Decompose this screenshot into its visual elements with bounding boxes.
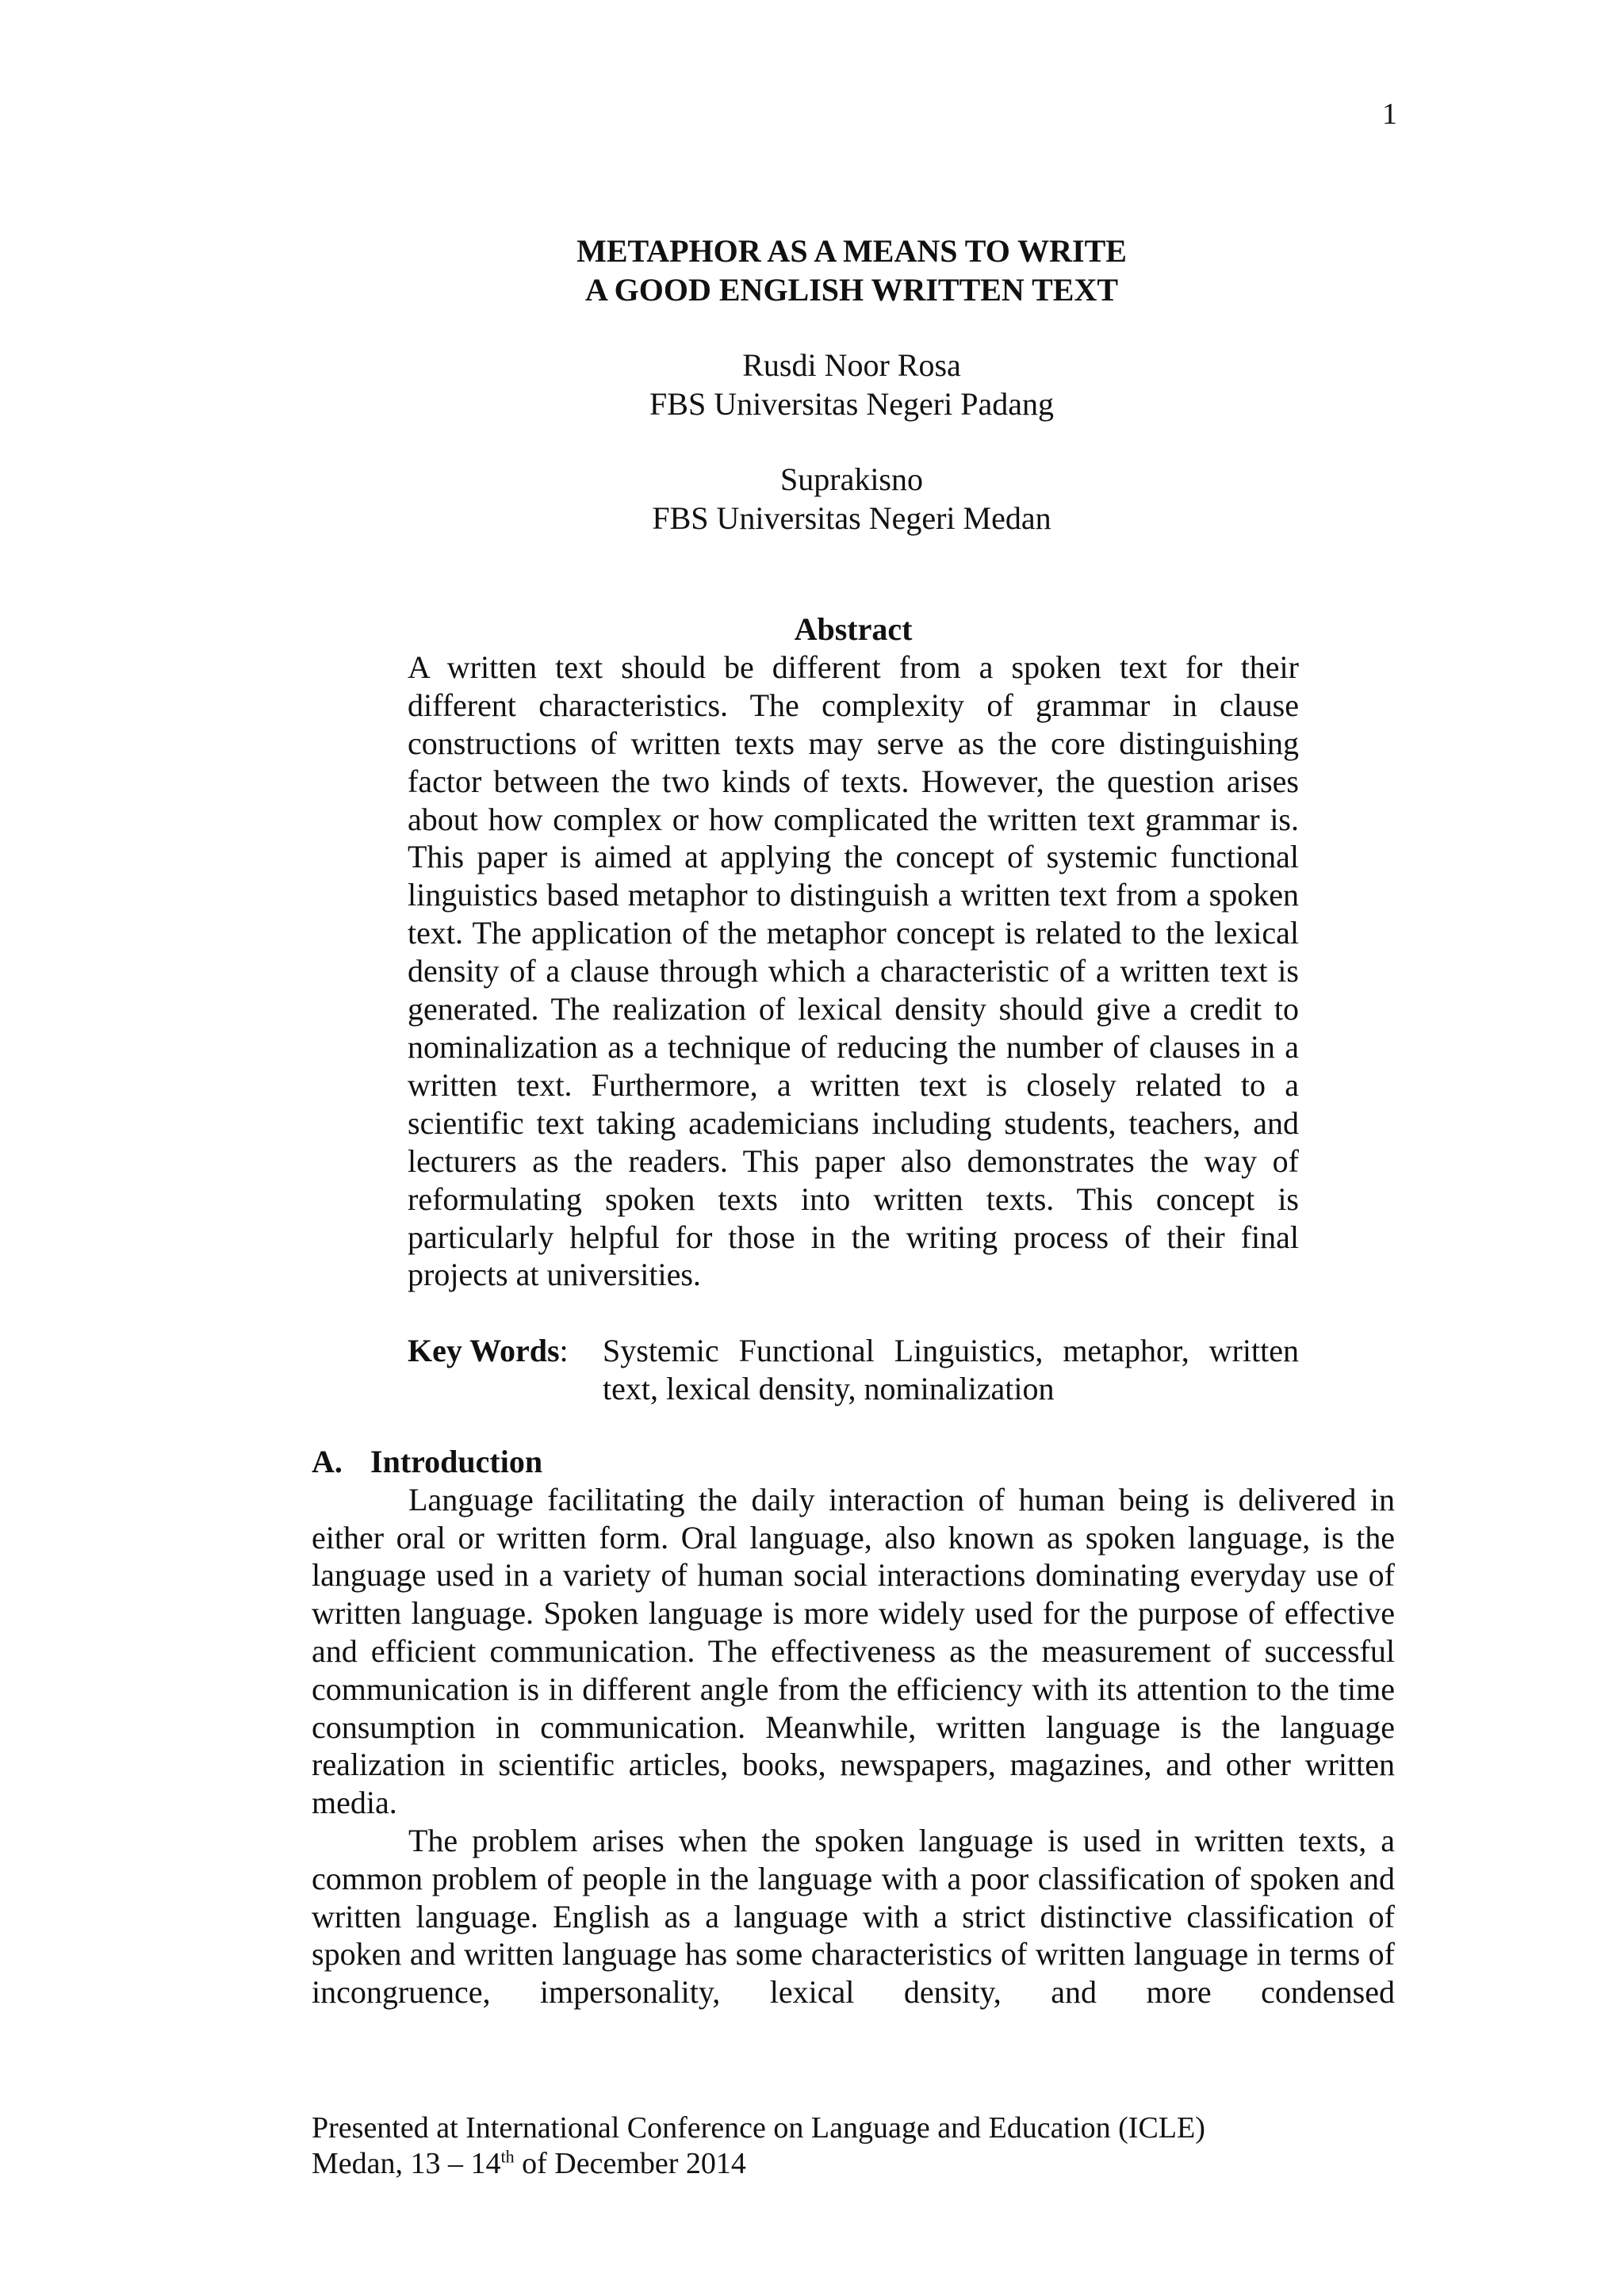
footer-date-ordinal: th — [500, 2146, 515, 2167]
title-line-1: METAPHOR AS A MEANS TO WRITE — [576, 233, 1127, 269]
author-block-2 — [0, 460, 1624, 538]
footer-line-1: Presented at International Conference on Language and Education (ICLE) — [312, 2111, 1205, 2145]
footer-date-prefix: Medan, 13 – 14 — [312, 2147, 501, 2180]
author-affiliation: FBS Universitas Negeri Padang — [649, 386, 1054, 422]
page-number: 1 — [1382, 98, 1397, 131]
author-name: Rusdi Noor Rosa — [742, 347, 961, 383]
footer-date-suffix: of December 2014 — [514, 2147, 746, 2180]
author-block-1 — [0, 346, 1624, 423]
keywords-label — [408, 1332, 603, 1408]
keywords-text: Systemic Functional Linguistics, metaphor, written text, lexical density, nominalization — [603, 1333, 1299, 1406]
section-letter: A. — [312, 1444, 343, 1479]
keywords-separator: : — [559, 1333, 569, 1368]
author-name: Suprakisno — [780, 461, 923, 497]
intro-paragraph-1: Language facilitating the daily interaction of human being is delivered in either oral or written form. Oral language, also known as spoken language, is the language used in a variety of human social interactions dominating everyday use of written language. Spoken language is more widely used for the purpose of effective and efficient communication. The effectiveness as the measurement of successful communication is in different angle from the efficiency with its attention to the time consumption in communication. Meanwhile, written language is the language realization in scientific articles, books, newspapers, magazines, and other written media. — [312, 1481, 1395, 1821]
keywords-label-text: Key Words — [408, 1333, 560, 1368]
intro-paragraph-2: The problem arises when the spoken language is used in written texts, a common problem of people in the language with a poor classification of spoken and written language. English as a language with a strict distinctive classification of spoken and written language has some characteristics of written language in terms of incongruence, impersonality, lexical density, and more condensed — [312, 1822, 1395, 2011]
paper-title — [0, 232, 1624, 309]
introduction-section — [312, 1443, 1395, 2011]
title-line-2: A GOOD ENGLISH WRITTEN TEXT — [584, 272, 1119, 308]
section-title: Introduction — [370, 1444, 543, 1479]
author-affiliation: FBS Universitas Negeri Medan — [652, 500, 1051, 536]
abstract-heading: Abstract — [794, 611, 913, 647]
footer — [312, 2110, 1205, 2182]
section-heading — [312, 1443, 1395, 1481]
footer-line-2 — [312, 2146, 1205, 2182]
keywords — [408, 1332, 1299, 1408]
abstract-text: A written text should be different from a spoken text for their different characteristics. The complexity of grammar in clause constructions of written texts may serve as the core distinguishing factor between the two kinds of texts. However, the question arises about how complex or how complicated the written text grammar is. This paper is aimed at applying the concept of systemic functional linguistics based metaphor to distinguish a written text from a spoken text. The application of the metaphor concept is related to the lexical density of a clause through which a characteristic of a written text is generated. The realization of lexical density should give a credit to nominalization as a technique of reducing the number of clauses in a written text. Furthermore, a written text is closely related to a scientific text taking academicians including students, teachers, and lecturers as the readers. This paper also demonstrates the way of reformulating spoken texts into written texts. This concept is particularly helpful for those in the writing process of their final projects at universities. — [408, 649, 1299, 1293]
abstract-section — [408, 610, 1299, 1294]
